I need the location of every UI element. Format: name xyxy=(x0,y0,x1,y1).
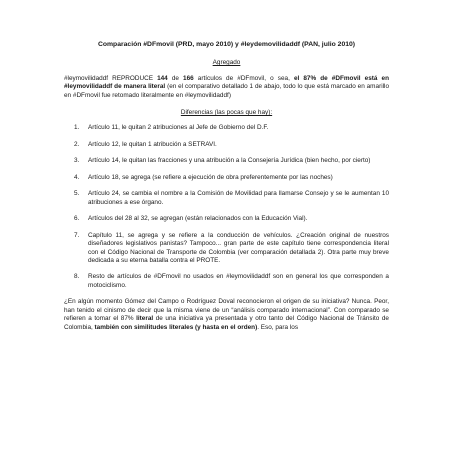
intro-highlight: el 87% de #DFmovil está en #leymovilidaddf de manera literal xyxy=(64,74,389,91)
section-heading-added: Agregado xyxy=(212,59,241,67)
closing-bold-literal: literal xyxy=(136,315,154,323)
list-item-number: 2. xyxy=(74,140,80,148)
list-item-number: 3. xyxy=(74,157,80,165)
list-item-number: 5. xyxy=(74,190,80,198)
list-item-text: Capítulo 11, se agrega y se refiere a la conducción de vehículos. ¿Creación original de nuestros diseñadores legislativos panistas? Tampoco... gran parte de este capítulo tiene correspondencia literal con el Código Nacional de Transporte de Colombia (ver comparación detallada 2). Otra parte muy breve dedicada a su eterna batalla contra el PROTE. xyxy=(88,231,389,264)
list-item xyxy=(64,141,389,149)
intro-text-3: artículos de #DFmovil, o sea, xyxy=(193,74,294,82)
list-item-text: Artículo 24, se cambia el nombre a la Comisión de Movilidad para llamarse Consejo y se le aumentan 10 atribuciones a ese órgano. xyxy=(88,190,389,206)
list-item-number: 4. xyxy=(74,173,80,181)
list-item xyxy=(64,190,389,207)
list-item xyxy=(64,124,389,132)
differences-list xyxy=(64,124,389,290)
intro-count-reproduced: 144 xyxy=(157,74,168,82)
list-item-number: 8. xyxy=(74,273,80,281)
intro-paragraph xyxy=(64,75,389,100)
intro-count-total: 166 xyxy=(183,74,194,82)
list-item-text: Artículo 11, le quitan 2 atribuciones al Jefe de Gobierno del D.F. xyxy=(88,124,269,132)
list-item-number: 6. xyxy=(74,215,80,223)
document-title: Comparación #DFmovil (PRD, mayo 2010) y #leydemovilidaddf (PAN, julio 2010) xyxy=(97,41,356,48)
closing-paragraph xyxy=(64,298,389,332)
list-item-number: 7. xyxy=(74,231,80,239)
list-item-text: Artículo 18, se agrega (se refiere a ejecución de obra preferentemente por las noches) xyxy=(88,173,333,181)
list-item-text: Artículo 12, le quitan 1 atribución a SETRAVI. xyxy=(88,140,217,148)
closing-bold-similarities: también con similitudes literales (y hasta en el orden) xyxy=(94,323,258,331)
closing-text-1: ¿En algún momento Gómez del Campo o Rodríguez Doval reconocieron el origen de su iniciativa? Nunca. Peor, han tenido el cinismo de decir que la misma viene de un “análisis comparado internacional”. Con comparado se refieren a tomar el 87% xyxy=(64,298,389,323)
list-item xyxy=(64,174,389,182)
intro-text-1: #leymovilidaddf REPRODUCE xyxy=(64,74,158,82)
closing-text-3: . Eso, para los xyxy=(257,323,299,331)
list-item-text: Artículo 14, le quitan las fracciones y una atribución a la Consejería Jurídica (bien hecho, por cierto) xyxy=(88,157,371,165)
list-item xyxy=(64,273,389,290)
list-item-text: Resto de artículos de #DFmovil no usados en #leymovilidaddf son en general los que corresponden a motociclismo. xyxy=(88,273,389,289)
intro-text-2: de xyxy=(167,74,184,82)
list-item-number: 1. xyxy=(74,124,80,132)
intro-text-4: (en el comparativo detallado 1 de abajo, todo lo que está marcado en amarillo en #DFmovil fue retomado literalmente en #leymovilidaddf) xyxy=(64,83,390,99)
list-item xyxy=(64,232,389,266)
list-item-text: Artículos del 28 al 32, se agregan (están relacionados con la Educación Vial). xyxy=(88,215,308,223)
section-heading-differences: Diferencias (las pocas que hay): xyxy=(180,108,273,116)
list-item xyxy=(64,157,389,165)
closing-text-2: de una iniciativa ya presentada y otro tanto del Código Nacional de Tránsito de Colombia, xyxy=(64,315,389,331)
list-item xyxy=(64,215,389,223)
